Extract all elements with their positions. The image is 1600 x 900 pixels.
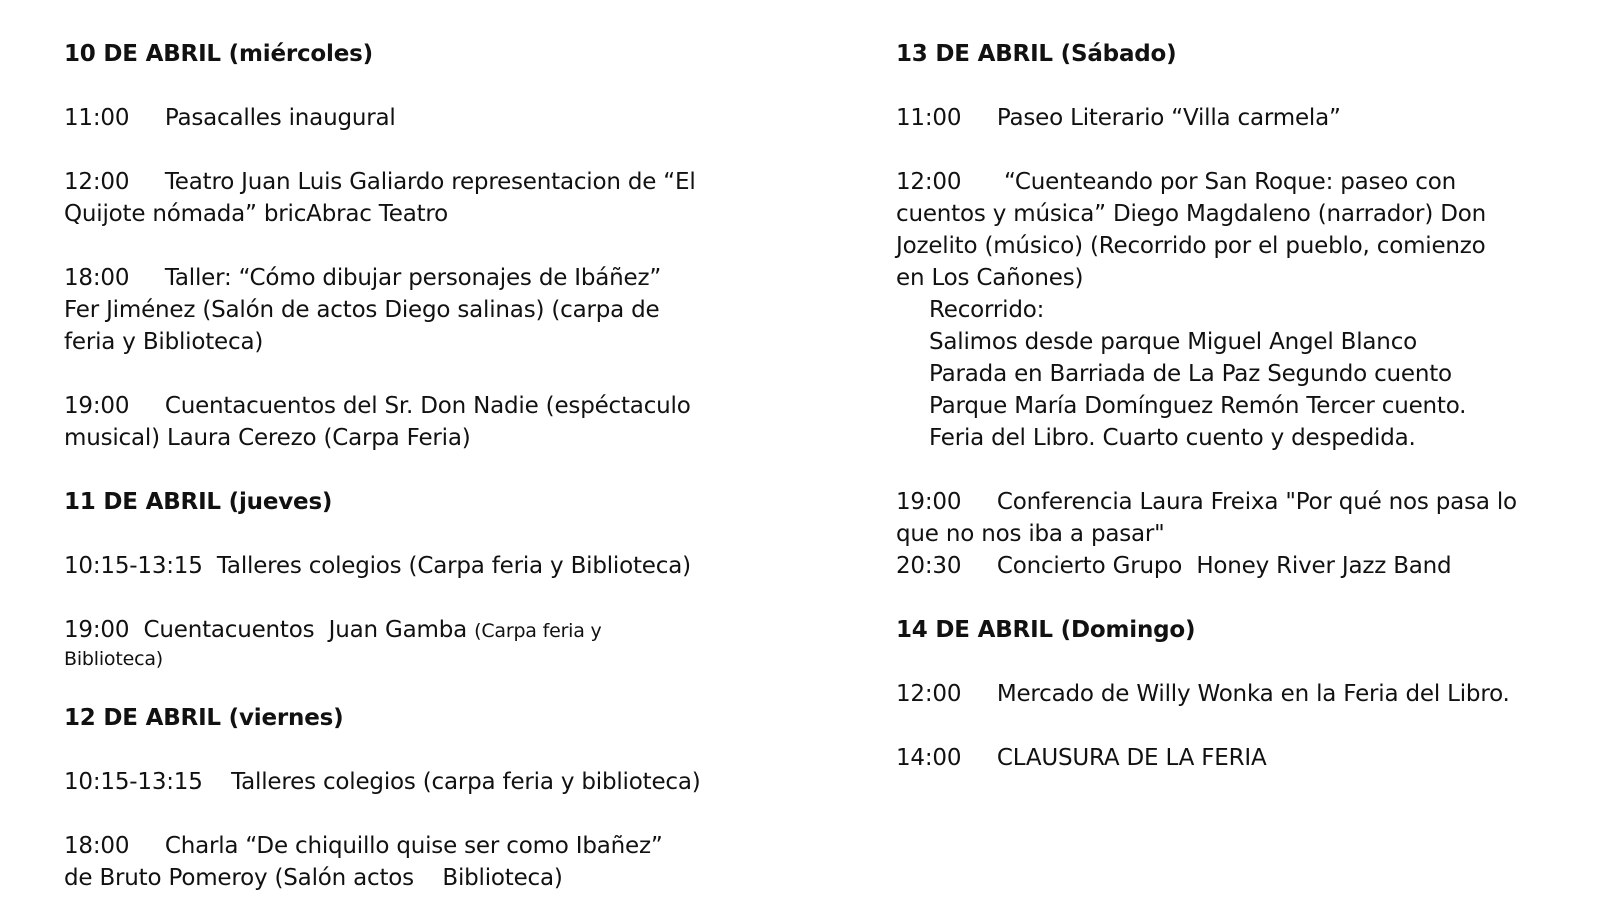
day-heading-14-abril: 14 DE ABRIL (Domingo) — [896, 617, 1196, 643]
event-conferencia-line2: que no nos iba a pasar" — [896, 521, 1165, 547]
event-juan-gamba-line2: Biblioteca) — [64, 648, 163, 670]
event-teatro-line1: 12:00 Teatro Juan Luis Galiardo representacion de “El — [64, 169, 696, 195]
route-title: Recorrido: — [929, 297, 1045, 323]
day-heading-10-abril: 10 DE ABRIL (miércoles) — [64, 41, 373, 67]
event-taller-line1: 18:00 Taller: “Cómo dibujar personajes de Ibáñez” — [64, 265, 662, 291]
left-column — [64, 38, 744, 894]
event-juan-gamba-venue: (Carpa feria y — [474, 620, 602, 642]
event-charla-line2: de Bruto Pomeroy (Salón actos Biblioteca) — [64, 865, 563, 891]
route-stop-3: Parque María Domínguez Remón Tercer cuento. — [929, 393, 1467, 419]
event-cuenteando-line1: 12:00 “Cuenteando por San Roque: paseo con — [896, 169, 1456, 195]
day-heading-11-abril: 11 DE ABRIL (jueves) — [64, 489, 333, 515]
day-heading-12-abril: 12 DE ABRIL (viernes) — [64, 705, 344, 731]
day-heading-13-abril: 13 DE ABRIL (Sábado) — [896, 41, 1177, 67]
event-taller-line2: Fer Jiménez (Salón de actos Diego salinas) (carpa de — [64, 297, 660, 323]
event-teatro-line2: Quijote nómada” bricAbrac Teatro — [64, 201, 449, 227]
event-cuentacuentos-line1: 19:00 Cuentacuentos del Sr. Don Nadie (espéctaculo — [64, 393, 691, 419]
event-charla-line1: 18:00 Charla “De chiquillo quise ser como Ibañez” — [64, 833, 663, 859]
event-pasacalles: 11:00 Pasacalles inaugural — [64, 105, 396, 131]
event-juan-gamba-main: 19:00 Cuentacuentos Juan Gamba — [64, 617, 475, 643]
route-stop-2: Parada en Barriada de La Paz Segundo cuento — [929, 361, 1452, 387]
event-juan-gamba-line1 — [64, 614, 744, 646]
event-taller-line3: feria y Biblioteca) — [64, 329, 264, 355]
event-concierto: 20:30 Concierto Grupo Honey River Jazz Band — [896, 553, 1452, 579]
event-clausura: 14:00 CLAUSURA DE LA FERIA — [896, 745, 1267, 771]
event-conferencia-line1: 19:00 Conferencia Laura Freixa "Por qué nos pasa lo — [896, 489, 1517, 515]
route-stop-1: Salimos desde parque Miguel Angel Blanco — [929, 329, 1418, 355]
right-column — [896, 38, 1556, 774]
event-paseo-literario: 11:00 Paseo Literario “Villa carmela” — [896, 105, 1341, 131]
event-mercado-willy-wonka: 12:00 Mercado de Willy Wonka en la Feria del Libro. — [896, 681, 1510, 707]
event-cuenteando-line4: en Los Cañones) — [896, 265, 1084, 291]
event-cuentacuentos-line2: musical) Laura Cerezo (Carpa Feria) — [64, 425, 471, 451]
event-talleres-colegios-jueves: 10:15-13:15 Talleres colegios (Carpa feria y Biblioteca) — [64, 553, 691, 579]
event-cuenteando-line3: Jozelito (músico) (Recorrido por el pueblo, comienzo — [896, 233, 1486, 259]
event-talleres-colegios-viernes: 10:15-13:15 Talleres colegios (carpa feria y biblioteca) — [64, 769, 701, 795]
event-cuenteando-line2: cuentos y música” Diego Magdaleno (narrador) Don — [896, 201, 1486, 227]
route-stop-4: Feria del Libro. Cuarto cuento y despedida. — [929, 425, 1416, 451]
